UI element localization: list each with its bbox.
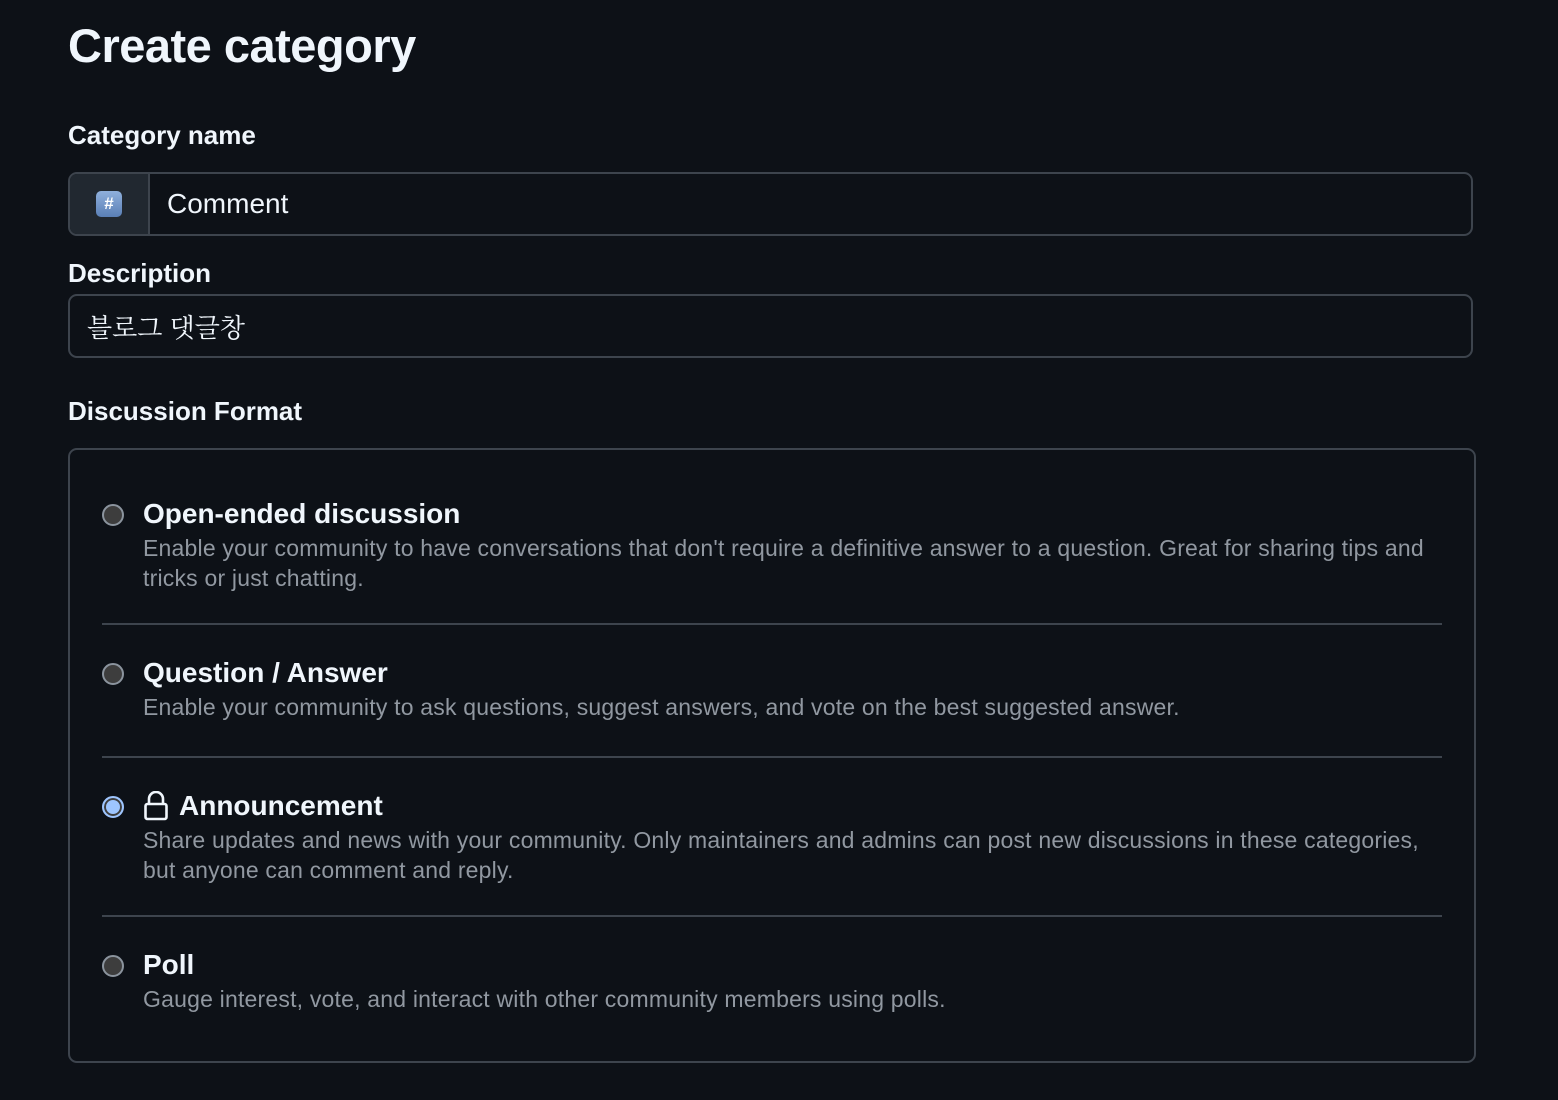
- lock-icon: [143, 791, 169, 821]
- category-name-input[interactable]: Comment: [167, 188, 289, 219]
- discussion-format-group: [68, 448, 1476, 1063]
- option-title: Question / Answer: [143, 657, 388, 688]
- category-name-label: Category name: [68, 120, 256, 150]
- option-description: Share updates and news with your community. Only maintainers and admins can post new discussions in these categories, but anyone can comment and reply.: [143, 827, 1419, 883]
- divider: [102, 915, 1442, 917]
- option-poll[interactable]: [102, 949, 1442, 1014]
- divider: [102, 756, 1442, 758]
- option-open-ended[interactable]: [102, 498, 1442, 593]
- category-name-field: [68, 172, 1473, 236]
- discussion-format-label: Discussion Format: [68, 396, 303, 426]
- option-title: Open-ended discussion: [143, 498, 461, 529]
- radio-open-ended[interactable]: [102, 504, 124, 526]
- description-label: Description: [68, 258, 212, 288]
- description-input[interactable]: 블로그 댓글창: [68, 294, 1473, 358]
- page-title: Create category: [68, 19, 416, 72]
- option-description: Enable your community to have conversations that don't require a definitive answer to a question. Great for sharing tips and tricks or just chatting.: [143, 535, 1424, 591]
- hash-emoji-icon: #: [96, 191, 122, 217]
- emoji-picker-button[interactable]: [70, 174, 150, 234]
- option-description: Gauge interest, vote, and interact with other community members using polls.: [143, 986, 946, 1012]
- option-title: Announcement: [179, 790, 383, 821]
- divider: [102, 623, 1442, 625]
- option-description: Enable your community to ask questions, suggest answers, and vote on the best suggested answer.: [143, 694, 1180, 720]
- option-question-answer[interactable]: [102, 657, 1442, 722]
- radio-poll[interactable]: [102, 955, 124, 977]
- radio-question-answer[interactable]: [102, 663, 124, 685]
- radio-announcement[interactable]: [102, 796, 124, 818]
- option-title: Poll: [143, 949, 195, 980]
- option-announcement[interactable]: [102, 790, 1442, 885]
